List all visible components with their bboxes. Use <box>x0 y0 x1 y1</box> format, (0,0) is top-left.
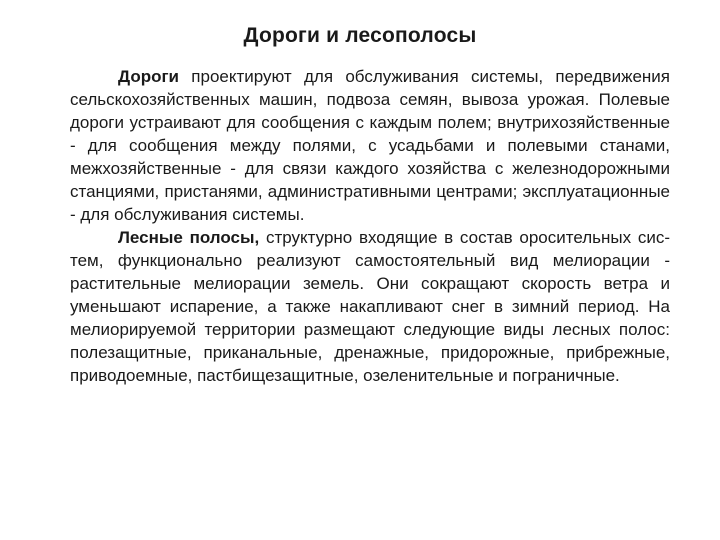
paragraph-lead-roads: Дороги <box>118 67 180 86</box>
paragraph-lead-forest-belts: Лесные полосы, <box>118 228 260 247</box>
paragraph-roads <box>70 65 670 226</box>
slide-body <box>70 65 670 387</box>
paragraph-text-forest-belts: структурно входящие в состав оросительных сис-тем, функционально реализуют самостоятельный вид мелиорации - растительные мелиорации земель. Они сокращают скорость ветра и уменьшают испарение, а также накапливают снег в зимний период. На мелиорируемой территории размещают следующие виды лесных полос: полезащитные, приканальные, дренажные, придорожные, прибрежные, приводоемные, пастбищезащитные, озеленительные и пограничные. <box>70 228 670 385</box>
paragraph-forest-belts <box>70 226 670 387</box>
slide-title: Дороги и лесополосы <box>243 24 477 47</box>
paragraph-text-roads: проектируют для обслуживания системы, передвижения сельскохозяйственных машин, подвоза семян, вывоза урожая. Полевые дороги устраивают для сообщения с каждым полем; внутрихозяйственные - для сообщения между полями, с усадьбами и полевыми станами, межхозяйственные - для связи каждого хозяйства с железнодорожными станциями, пристанями, административными центрами; эксплуатационные - для обслуживания системы. <box>70 67 670 224</box>
